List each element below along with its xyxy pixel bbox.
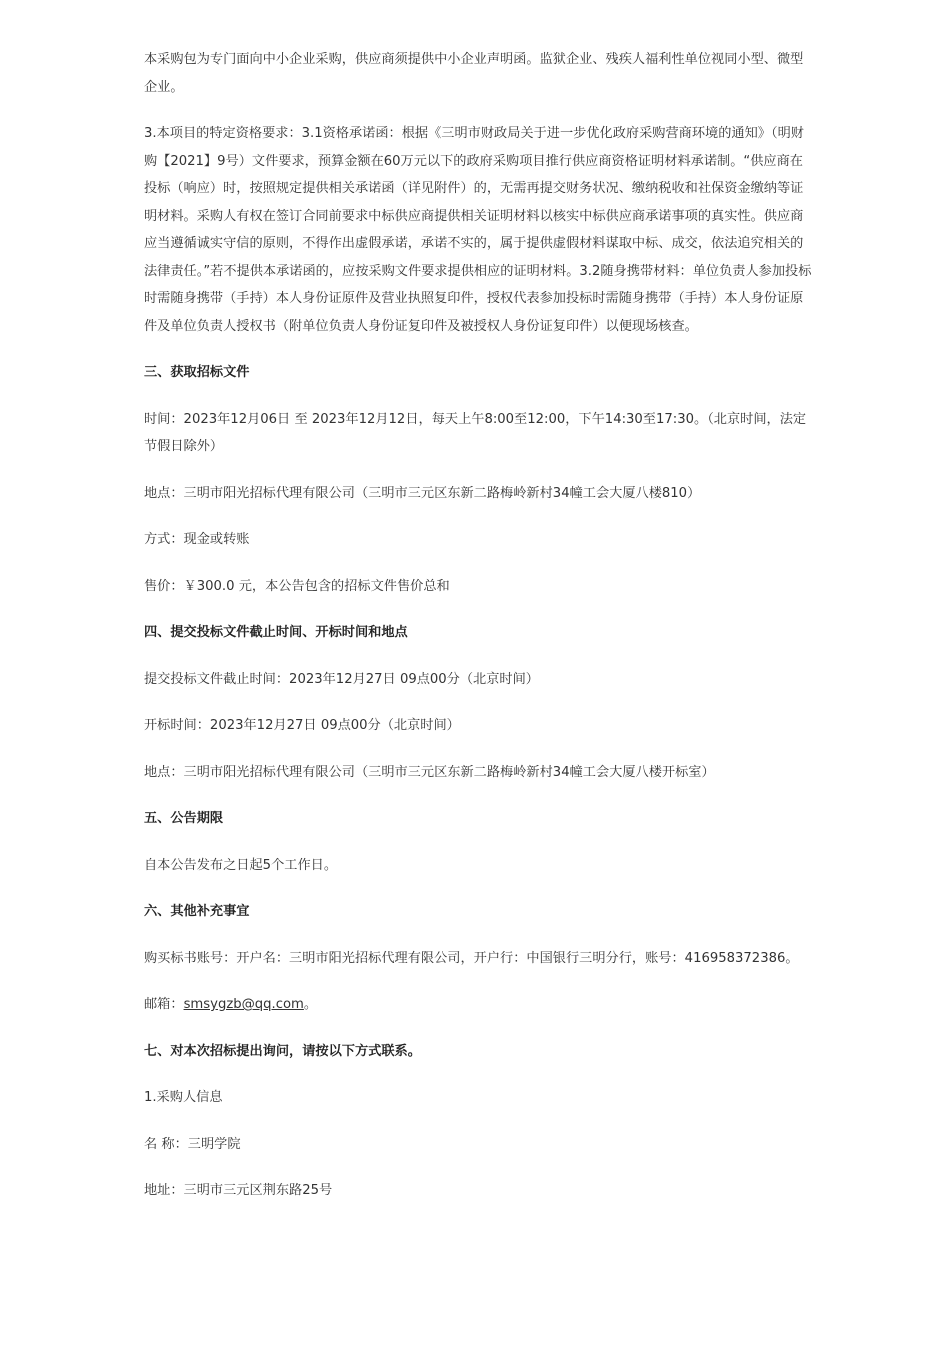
- purchaser-address: 地址：三明市三元区荆东路25号: [144, 1183, 333, 1198]
- section-3-heading: 三、获取招标文件: [144, 365, 250, 380]
- opening-place: 地点：三明市阳光招标代理有限公司（三明市三元区东新二路梅岭新村34幢工会大厦八楼开标室）: [144, 764, 715, 780]
- email-link[interactable]: smsygzb@qq.com: [183, 997, 304, 1012]
- email-line: [144, 991, 812, 1019]
- submit-deadline: 提交投标文件截止时间：2023年12月27日 09点00分（北京时间）: [144, 671, 539, 687]
- section-5-heading: 五、公告期限: [144, 811, 224, 826]
- document-body: [144, 46, 812, 1224]
- sme-paragraph: 本采购包为专门面向中小企业采购，供应商须提供中小企业声明函。监狱企业、残疾人福利性单位视同小型、微型企业。: [144, 52, 804, 95]
- email-label: 邮箱：: [144, 997, 184, 1012]
- purchaser-info-title: 1.采购人信息: [144, 1090, 223, 1105]
- obtain-method: 方式：现金或转账: [144, 532, 250, 547]
- obtain-place: 地点：三明市阳光招标代理有限公司（三明市三元区东新二路梅岭新村34幢工会大厦八楼810）: [144, 485, 701, 501]
- email-suffix: 。: [303, 997, 318, 1012]
- purchaser-name: 名 称：三明学院: [144, 1136, 241, 1152]
- bank-account: 购买标书账号：开户名：三明市阳光招标代理有限公司，开户行：中国银行三明分行，账号：416958372386。: [144, 950, 799, 966]
- section-6-heading: 六、其他补充事宜: [144, 904, 250, 919]
- obtain-time: 时间：2023年12月06日 至 2023年12月12日，每天上午8:00至12:00，下午14:30至17:30。（北京时间，法定节假日除外）: [144, 411, 807, 454]
- section-4-heading: 四、提交投标文件截止时间、开标时间和地点: [144, 625, 408, 640]
- opening-time: 开标时间：2023年12月27日 09点00分（北京时间）: [144, 718, 460, 733]
- obtain-price: 售价：￥300.0 元，本公告包含的招标文件售价总和: [144, 578, 450, 594]
- notice-period: 自本公告发布之日起5个工作日。: [144, 857, 338, 873]
- section-7-heading: 七、对本次招标提出询问，请按以下方式联系。: [144, 1043, 421, 1059]
- qualification-paragraph: 3.本项目的特定资格要求：3.1资格承诺函：根据《三明市财政局关于进一步优化政府采购营商环境的通知》（明财购【2021】9号）文件要求，预算金额在60万元以下的政府采购项目推行供应商资格证明材料承诺制。“供应商在投标（响应）时，按照规定提供相关承诺函（详见附件）的，无需再提交财务状况、缴纳税收和社保资金缴纳等证明材料。采购人有权在签订合同前要求中标供应商提供相关证明材料以核实中标供应商承诺事项的真实性。供应商应当遵循诚实守信的原则，不得作出虚假承诺，承诺不实的，属于提供虚假材料谋取中标、成交，依法追究相关的法律责任。”若不提供本承诺函的，应按采购文件要求提供相应的证明材料。3.2随身携带材料：单位负责人参加投标时需随身携带（手持）本人身份证原件及营业执照复印件，授权代表参加投标时需随身携带（手持）本人身份证原件及单位负责人授权书（附单位负责人身份证复印件及被授权人身份证复印件）以便现场核查。: [144, 126, 812, 334]
